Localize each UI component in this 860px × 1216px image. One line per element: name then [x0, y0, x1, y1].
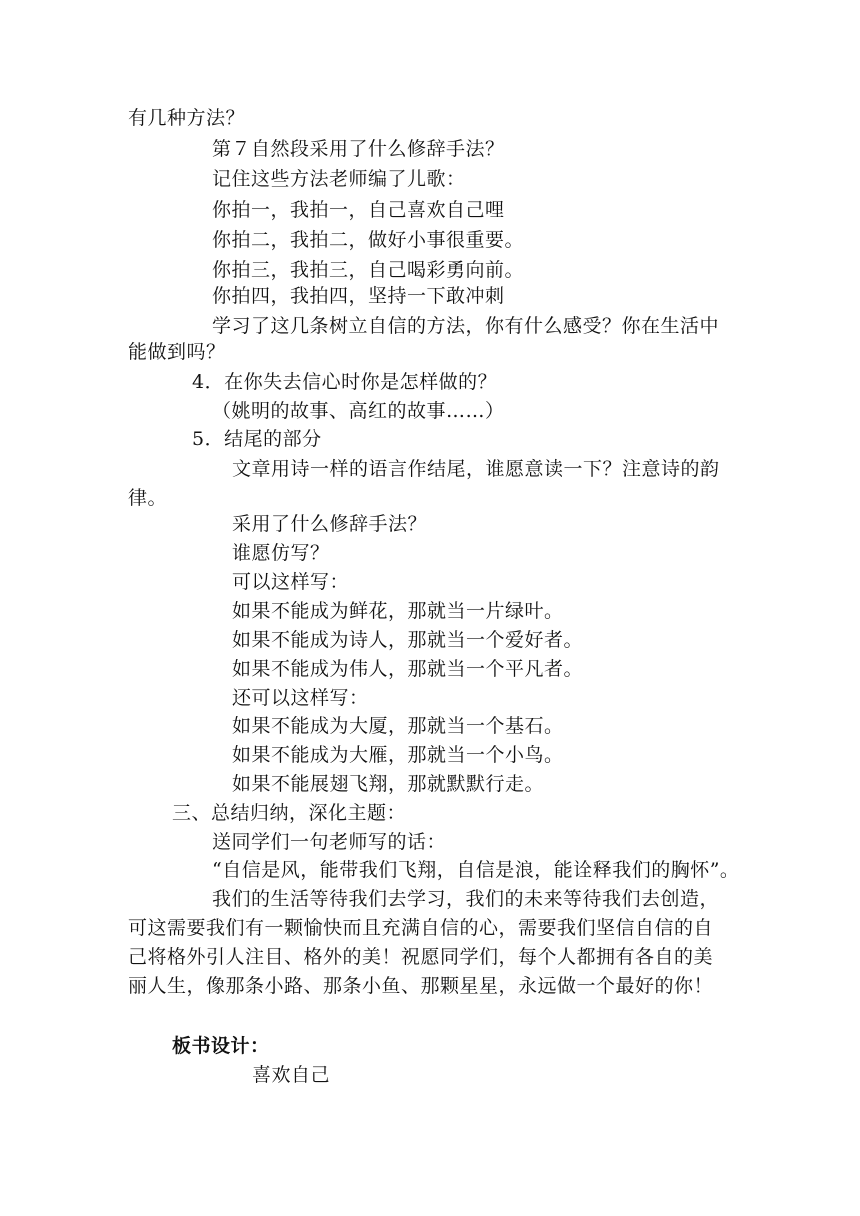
text-line: 如果不能成为伟人，那就当一个平凡者。: [232, 658, 584, 680]
text-line: 我们的生活等待我们去学习，我们的未来等待我们去创造，: [212, 888, 720, 910]
text-line: 如果不能成为诗人，那就当一个爱好者。: [232, 629, 584, 651]
board-design-heading: 板书设计：: [172, 1035, 270, 1057]
text-line: 有几种方法？: [128, 107, 246, 129]
text-line: 还可以这样写：: [232, 687, 369, 709]
text-line: 你拍四，我拍四，坚持一下敢冲刺: [212, 285, 505, 307]
numbered-item: 4．在你失去信心时你是怎样做的？: [192, 371, 498, 393]
text-line: 第７自然段采用了什么修辞手法？: [212, 138, 505, 160]
text-line: （姚明的故事、高红的故事……）: [212, 400, 505, 422]
text-line: 可以这样写：: [232, 571, 350, 593]
text-line: 律。: [128, 487, 168, 509]
text-line: 能做到吗？: [128, 341, 226, 363]
text-line: 如果不能成为大雁，那就当一个小鸟。: [232, 744, 564, 766]
text-line: 记住这些方法老师编了儿歌：: [212, 168, 466, 190]
section-heading: 三、总结归纳，深化主题：: [172, 802, 407, 824]
text-line: 文章用诗一样的语言作结尾，谁愿意读一下？注意诗的韵: [232, 458, 720, 480]
text-line: 你拍三，我拍三，自己喝彩勇向前。: [212, 259, 525, 281]
text-line: 谁愿仿写？: [232, 542, 330, 564]
text-line: 如果不能成为大厦，那就当一个基石。: [232, 715, 564, 737]
text-line: 己将格外引人注目、格外的美！祝愿同学们，每个人都拥有各自的美: [128, 946, 714, 968]
text-line: 你拍一，我拍一，自己喜欢自己哩: [212, 199, 505, 221]
text-line: 如果不能成为鲜花，那就当一片绿叶。: [232, 600, 564, 622]
text-line: 丽人生，像那条小路、那条小鱼、那颗星星，永远做一个最好的你！: [128, 975, 714, 997]
text-line: 可这需要我们有一颗愉快而且充满自信的心，需要我们坚信自信的自: [128, 917, 714, 939]
quote-line: “自信是风，能带我们飞翔，自信是浪，能诠释我们的胸怀”。: [212, 859, 740, 881]
numbered-item: 5．结尾的部分: [192, 428, 322, 450]
text-line: 你拍二，我拍二，做好小事很重要。: [212, 229, 525, 251]
text-line: 送同学们一句老师写的话：: [212, 831, 447, 853]
text-line: 如果不能展翅飞翔，那就默默行走。: [232, 773, 545, 795]
text-line: 采用了什么修辞手法？: [232, 513, 428, 535]
board-design-text: 喜欢自己: [252, 1064, 331, 1086]
text-line: 学习了这几条树立自信的方法，你有什么感受？你在生活中: [212, 315, 720, 337]
